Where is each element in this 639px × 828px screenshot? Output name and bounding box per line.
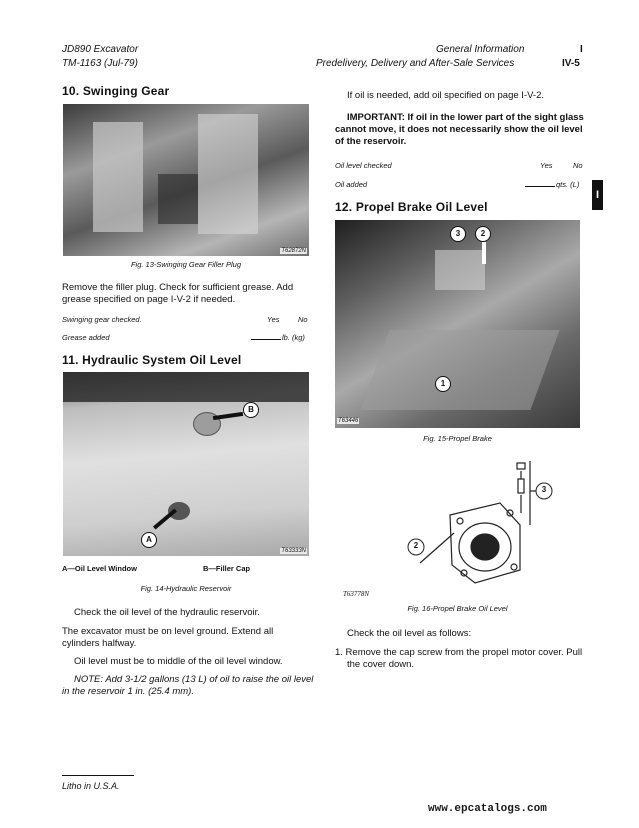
grease-unit: lb. (kg) <box>282 333 305 342</box>
callout-3-fig15: 3 <box>450 226 466 242</box>
header-roman: I <box>580 44 583 55</box>
fig-14-caption: Fig. 14-Hydraulic Reservoir <box>140 584 232 593</box>
callout-3-fig16: 3 <box>541 485 547 494</box>
note-add-oil: NOTE: Add 3-1/2 gallons (13 L) of oil to raise the oil level in the reservoir 1 in. (25.4 mm). <box>62 674 314 697</box>
section-10-body: Remove the filler plug. Check for sufficient grease. Add grease specified on page I-V-2 if needed. <box>62 282 294 305</box>
footer-rule <box>62 775 134 776</box>
spring-part <box>518 479 524 493</box>
oil-unit: qts. (L) <box>556 180 580 189</box>
watermark-link[interactable]: www.epcatalogs.com <box>428 803 547 815</box>
oil-level-yes: Yes <box>540 161 553 170</box>
callout-b: B <box>243 402 259 418</box>
fig-16-tag: T63778N <box>343 590 370 598</box>
legend-a: A—Oil Level Window <box>62 564 137 573</box>
oil-blank-line <box>525 186 555 187</box>
paragraph-oil-level-window: Oil level must be to middle of the oil level window. <box>74 656 283 667</box>
section-11-title: 11. Hydraulic System Oil Level <box>62 353 242 367</box>
important-sight-glass: IMPORTANT: If oil in the lower part of the sight glass cannot move, it does not necessarily show the oil level of the reservoir. <box>335 112 584 147</box>
oil-added-label: Oil added <box>335 180 368 189</box>
swing-gear-no: No <box>298 315 308 324</box>
header-model: JD890 Excavator <box>62 44 139 55</box>
section-tab: I <box>592 180 603 210</box>
paragraph-add-oil: If oil is needed, add oil specified on page I-V-2. <box>347 90 544 101</box>
step-1-remove-cap-screw: 1. Remove the cap screw from the propel motor cover. Pull the cover down. <box>335 647 583 670</box>
arrow-down-icon <box>482 242 486 264</box>
paragraph-check-reservoir: Check the oil level of the hydraulic reservoir. <box>74 607 260 618</box>
oil-level-check-label: Oil level checked <box>335 161 392 170</box>
grease-added-label: Grease added <box>62 333 110 342</box>
callout-2-fig16: 2 <box>413 541 419 550</box>
bolt-head-part <box>517 463 525 469</box>
legend-b: B—Filler Cap <box>203 564 251 573</box>
fig-13-caption: Fig. 13-Swinging Gear Filler Plug <box>130 260 242 269</box>
fig-15-photo <box>335 220 580 428</box>
fig-14-tag: T63333N <box>281 548 306 554</box>
header-page-number: IV-5 <box>562 58 580 69</box>
oil-level-no: No <box>573 161 583 170</box>
header-subsection: Predelivery, Delivery and After-Sale Services <box>316 58 515 69</box>
callout-1-fig15: 1 <box>435 376 451 392</box>
section-10-title: 10. Swinging Gear <box>62 84 170 98</box>
section-12-title: 12. Propel Brake Oil Level <box>335 200 488 214</box>
fig-16-caption: Fig. 16-Propel Brake Oil Level <box>407 604 508 613</box>
footer-litho: Litho in U.S.A. <box>62 781 120 791</box>
fig-16-drawing <box>380 455 560 595</box>
swing-gear-check-label: Swinging gear checked. <box>62 315 142 324</box>
fig-15-caption: Fig. 15-Propel Brake <box>423 434 492 443</box>
arrow-b-icon <box>213 412 243 420</box>
paragraph-level-ground: The excavator must be on level ground. Extend all cylinders halfway. <box>62 626 274 649</box>
grease-added-field <box>251 333 305 342</box>
fig-14-photo <box>63 372 309 556</box>
callout-2-fig15: 2 <box>475 226 491 242</box>
fig-13-tag: T62872N <box>281 248 306 254</box>
paragraph-check-oil-level: Check the oil level as follows: <box>347 628 472 639</box>
header-section: General Information <box>436 44 525 55</box>
oil-added-field <box>525 180 579 189</box>
fig-15-tag: T63446 <box>338 418 359 424</box>
grease-blank-line <box>251 339 281 340</box>
header-tm-number: TM-1163 (Jul-79) <box>62 58 138 69</box>
fig-13-photo <box>63 104 309 256</box>
callout-a: A <box>141 532 157 548</box>
swing-gear-yes: Yes <box>267 315 280 324</box>
